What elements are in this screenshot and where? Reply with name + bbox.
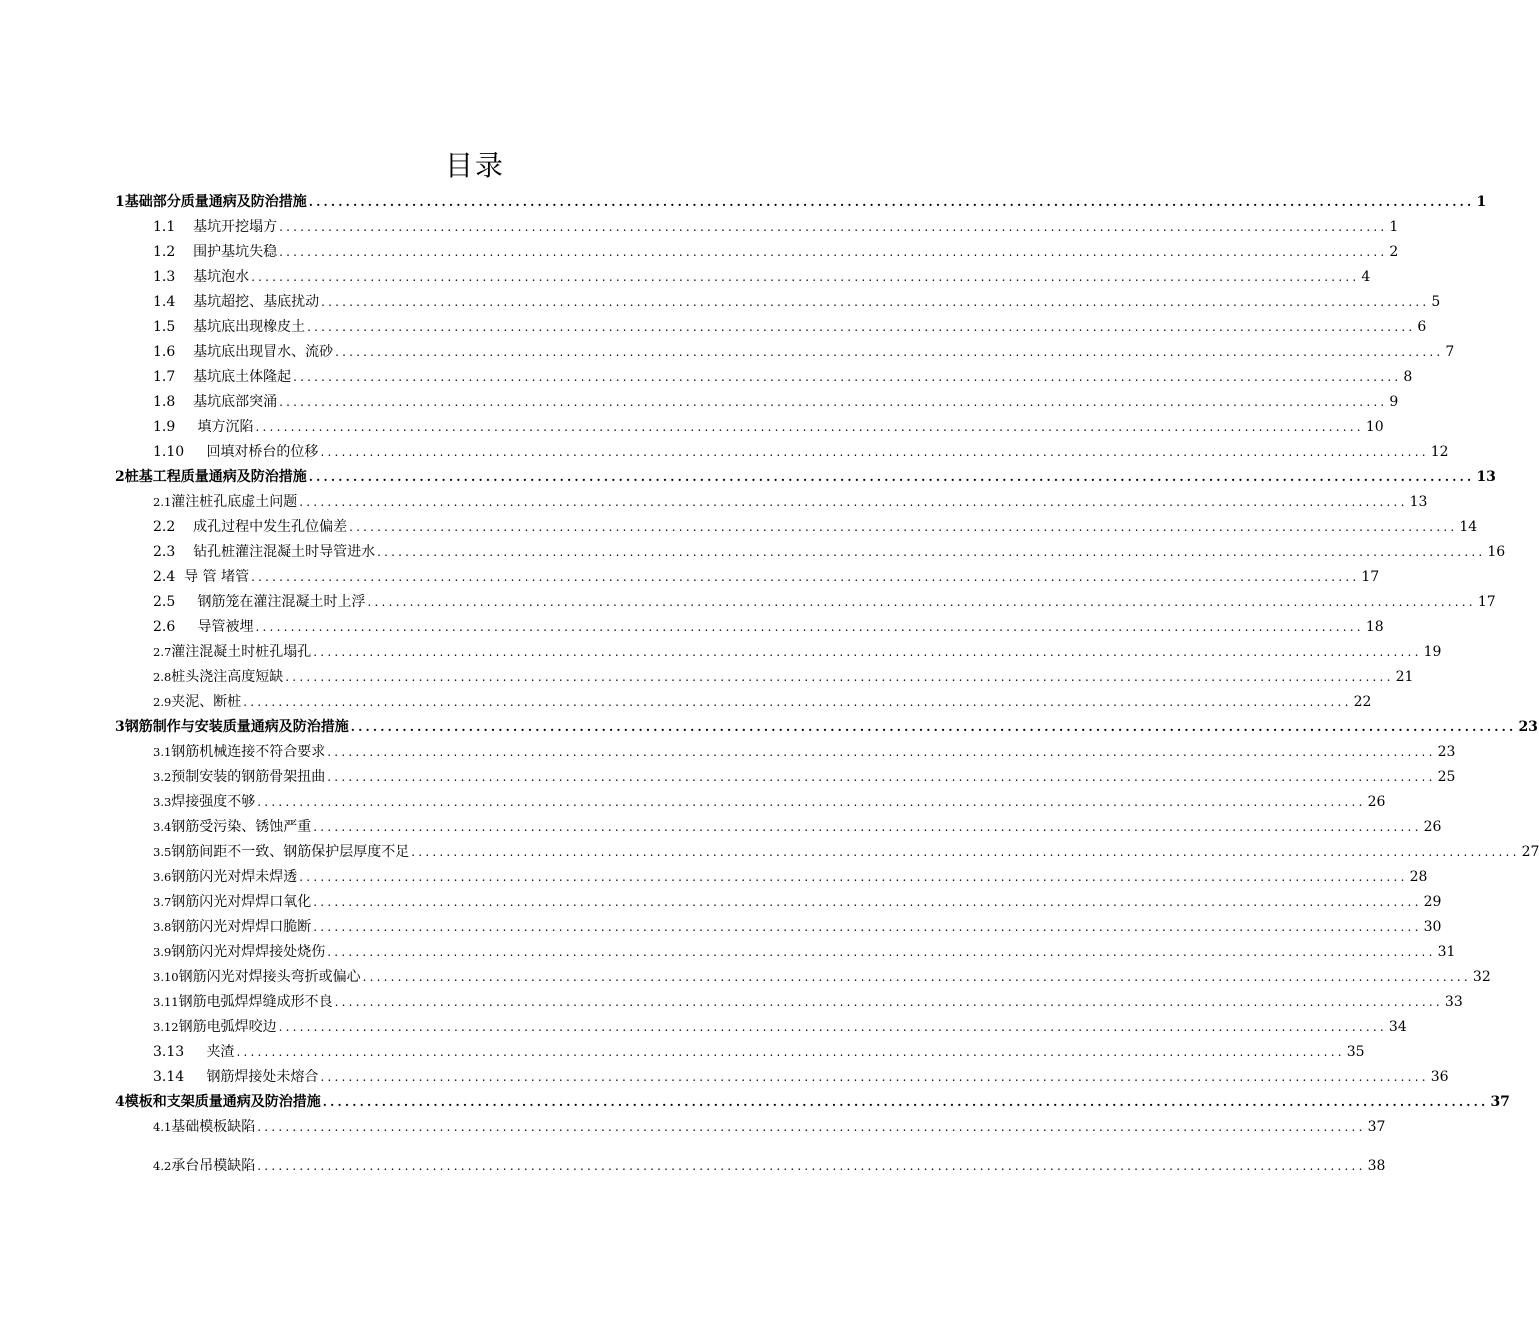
toc-entry-number: 2.4: [153, 569, 176, 585]
toc-entry-number: 3.5: [153, 845, 172, 859]
toc-entry-text: 灌注桩孔底虚土问题: [171, 494, 298, 510]
toc-entry[interactable]: [153, 667, 1414, 687]
toc-entry-text: 钢筋机械连接不符合要求: [171, 744, 326, 760]
toc-leader-dots: ..............................................................................................................................................................: [279, 395, 1388, 409]
toc-entry-number: 3.4: [153, 820, 172, 834]
toc-leader-dots: ..............................................................................................................................................................: [299, 495, 1408, 509]
toc-entry-text: 基坑超挖、基底扰动: [193, 294, 320, 310]
toc-entry-page: 7: [1445, 344, 1455, 360]
toc-leader-dots: ..............................................................................................................................................................: [307, 320, 1416, 334]
toc-entry[interactable]: [153, 392, 1399, 412]
toc-entry[interactable]: [153, 1042, 1365, 1062]
toc-entry-number: 2.3: [153, 544, 176, 560]
toc-leader-dots: ..............................................................................................................................................................: [257, 795, 1366, 809]
toc-entry-text: 灌注混凝土时桩孔塌孔: [171, 644, 312, 660]
toc-entry-page: 13: [1476, 469, 1496, 485]
toc-entry-text: 成孔过程中发生孔位偏差: [193, 519, 348, 535]
toc-entry[interactable]: [153, 617, 1384, 637]
toc-entry-number: 4.2: [153, 1159, 172, 1173]
toc-entry-number: 2.5: [153, 594, 176, 610]
toc-entry[interactable]: [153, 1017, 1407, 1037]
toc-entry-page: 25: [1437, 769, 1456, 785]
toc-entry-number: 1: [115, 194, 125, 210]
toc-entry-text: 基坑底土体隆起: [193, 369, 292, 385]
toc-entry[interactable]: [153, 767, 1456, 787]
toc-entry[interactable]: [153, 367, 1413, 387]
toc-entry[interactable]: [153, 317, 1427, 337]
toc-entry-page: 17: [1361, 569, 1380, 585]
toc-leader-dots: ..............................................................................................................................................................: [327, 770, 1436, 784]
toc-entry-text: 钢筋闪光对焊焊口氧化: [171, 894, 312, 910]
toc-entry-text: 模板和支架质量通病及防治措施: [124, 1094, 321, 1110]
toc-leader-dots: ..............................................................................................................................................................: [313, 820, 1422, 834]
toc-leader-dots: ..............................................................................................................................................................: [243, 695, 1352, 709]
toc-leader-dots: ..............................................................................................................................................................: [335, 345, 1444, 359]
toc-entry-page: 14: [1459, 519, 1478, 535]
toc-entry-number: 4.1: [153, 1120, 172, 1134]
toc-entry-gap: [175, 542, 193, 562]
toc-leader-dots: ..............................................................................................................................................................: [320, 445, 1429, 459]
toc-entry[interactable]: [153, 1067, 1449, 1087]
toc-entry-number: 3.11: [153, 995, 179, 1009]
toc-entry-text: 钢筋闪光对焊未焊透: [171, 869, 298, 885]
toc-entry-gap: [175, 217, 193, 237]
toc-leader-dots: ..............................................................................................................................................................: [313, 920, 1422, 934]
toc-leader-dots: ..............................................................................................................................................................: [362, 970, 1471, 984]
toc-entry-page: 9: [1389, 394, 1399, 410]
toc-entry[interactable]: [153, 892, 1442, 912]
toc-entry[interactable]: [153, 492, 1428, 512]
toc-entry-page: 34: [1388, 1019, 1407, 1035]
toc-entry-number: 1.9: [153, 419, 176, 435]
toc-entry-text: 基础模板缺陷: [171, 1119, 256, 1135]
toc-entry-page: 23: [1437, 744, 1456, 760]
toc-leader-dots: ..............................................................................................................................................................: [411, 845, 1520, 859]
toc-leader-dots: ..............................................................................................................................................................: [279, 245, 1388, 259]
toc-entry[interactable]: [153, 567, 1380, 587]
toc-entry-page: 30: [1423, 919, 1442, 935]
toc-entry-number: 2.1: [153, 495, 172, 509]
toc-entry[interactable]: [153, 592, 1496, 612]
toc-entry-gap: [175, 242, 193, 262]
toc-entry-number: 1.6: [153, 344, 176, 360]
toc-entry-page: 23: [1518, 719, 1538, 735]
toc-entry[interactable]: [153, 817, 1442, 837]
toc-entry-text: 填方沉陷: [197, 419, 254, 435]
toc-leader-dots: ..............................................................................................................................................................: [327, 945, 1436, 959]
toc-entry[interactable]: [153, 217, 1399, 237]
toc-leader-dots: ..............................................................................................................................................................: [334, 995, 1443, 1009]
toc-entry-number: 3.13: [153, 1044, 185, 1060]
toc-entry[interactable]: [153, 942, 1456, 962]
toc-entry[interactable]: [153, 792, 1386, 812]
toc-entry-text: 钢筋闪光对焊焊口脆断: [171, 919, 312, 935]
toc-leader-dots: ..............................................................................................................................................................: [251, 570, 1360, 584]
toc-entry-page: 12: [1430, 444, 1449, 460]
toc-entry[interactable]: [153, 867, 1428, 887]
toc-entry-gap: [175, 592, 197, 612]
toc-entry-number: 3.6: [153, 870, 172, 884]
toc-entry[interactable]: [153, 417, 1384, 437]
toc-entry-text: 钢筋电弧焊咬边: [178, 1019, 277, 1035]
toc-entry-page: 2: [1389, 244, 1399, 260]
toc-entry[interactable]: [153, 1156, 1386, 1176]
toc-entry-number: 2.9: [153, 695, 172, 709]
toc-leader-dots: ..............................................................................................................................................................: [313, 895, 1422, 909]
toc-entry-page: 36: [1430, 1069, 1449, 1085]
toc-leader-dots: ..............................................................................................................................................................: [257, 1120, 1366, 1134]
toc-entry-text: 钢筋闪光对焊接头弯折或偏心: [178, 969, 361, 985]
toc-entry[interactable]: [115, 1092, 1510, 1112]
toc-entry-gap: [184, 442, 206, 462]
toc-leader-dots: ..............................................................................................................................................................: [255, 620, 1364, 634]
toc-entry[interactable]: [153, 1117, 1386, 1137]
toc-entry[interactable]: [153, 917, 1442, 937]
toc-entry-number: 4: [115, 1094, 125, 1110]
toc-entry[interactable]: [115, 717, 1538, 737]
toc-entry-number: 3.7: [153, 895, 172, 909]
toc-entry-text: 钻孔桩灌注混凝土时导管进水: [193, 544, 376, 560]
toc-leader-dots: ..............................................................................................................................................................: [299, 870, 1408, 884]
toc-entry[interactable]: [153, 967, 1491, 987]
toc-entry-page: 37: [1490, 1094, 1510, 1110]
toc-entry-page: 28: [1409, 869, 1428, 885]
toc-entry-page: 27: [1521, 844, 1539, 860]
toc-entry[interactable]: [153, 442, 1449, 462]
toc-leader-dots: ..............................................................................................................................................................: [255, 420, 1364, 434]
toc-entry-text: 夹泥、断桩: [171, 694, 242, 710]
toc-leader-dots: ..............................................................................................................................................................: [367, 595, 1476, 609]
toc-leader-dots: ..............................................................................................................................................................: [278, 1020, 1387, 1034]
toc-entry-page: 37: [1367, 1119, 1386, 1135]
toc-entry-number: 1.5: [153, 319, 176, 335]
toc-leader-dots: ..............................................................................................................................................................: [279, 220, 1388, 234]
toc-entry-text: 围护基坑失稳: [193, 244, 278, 260]
toc-entry-text: 基础部分质量通病及防治措施: [124, 194, 307, 210]
toc-leader-dots: ..............................................................................................................................................................: [285, 670, 1394, 684]
toc-leader-dots: ..............................................................................................................................................................: [321, 295, 1430, 309]
toc-entry-number: 3.12: [153, 1020, 179, 1034]
toc-leader-dots: ..............................................................................................................................................................: [350, 720, 1517, 734]
toc-entry-number: 1.1: [153, 219, 176, 235]
toc-entry-number: 2.2: [153, 519, 176, 535]
toc-entry[interactable]: [153, 242, 1399, 262]
toc-entry-page: 18: [1365, 619, 1384, 635]
toc-entry-gap: [175, 392, 193, 412]
toc-entry-page: 21: [1395, 669, 1414, 685]
toc-entry-page: 35: [1346, 1044, 1365, 1060]
toc-entry-number: 1.3: [153, 269, 176, 285]
toc-entry-gap: [175, 292, 193, 312]
toc-entry-page: 26: [1423, 819, 1442, 835]
toc-leader-dots: ..............................................................................................................................................................: [308, 470, 1475, 484]
toc-entry-text: 钢筋电弧焊焊缝成形不良: [178, 994, 333, 1010]
toc-entry-number: 1.2: [153, 244, 176, 260]
toc-entry-number: 2.7: [153, 645, 172, 659]
toc-entry-text: 基坑开挖塌方: [193, 219, 278, 235]
toc-entry[interactable]: [153, 992, 1463, 1012]
toc-entry-gap: [175, 617, 197, 637]
toc-entry-gap: [175, 367, 193, 387]
toc-entry-text: 回填对桥台的位移: [206, 444, 319, 460]
toc-entry-gap: [175, 267, 193, 287]
toc-entry-text: 夹渣: [206, 1044, 235, 1060]
toc-entry-page: 6: [1417, 319, 1427, 335]
toc-entry[interactable]: [115, 467, 1496, 487]
toc-entry-gap: [175, 417, 197, 437]
toc-entry-number: 2.8: [153, 670, 172, 684]
toc-leader-dots: ..............................................................................................................................................................: [320, 1070, 1429, 1084]
toc-entry-text: 焊接强度不够: [171, 794, 256, 810]
toc-entry-page: 16: [1487, 544, 1506, 560]
toc-entry-text: 基坑底出现橡皮土: [193, 319, 306, 335]
toc-entry[interactable]: [153, 292, 1441, 312]
toc-entry-text: 导管被埋: [197, 619, 254, 635]
toc-entry-text: 承台吊模缺陷: [171, 1158, 256, 1174]
toc-entry-text: 桩基工程质量通病及防治措施: [124, 469, 307, 485]
toc-entry-number: 3.2: [153, 770, 172, 784]
toc-entry-page: 1: [1476, 194, 1487, 210]
toc-entry-text: 基坑泡水: [193, 269, 250, 285]
toc-entry[interactable]: [153, 267, 1371, 287]
toc-leader-dots: ..............................................................................................................................................................: [251, 270, 1360, 284]
toc-entry-page: 31: [1437, 944, 1456, 960]
toc-entry-number: 2: [115, 469, 125, 485]
toc-entry-text: 导 管 堵管: [184, 569, 250, 585]
toc-entry[interactable]: [153, 642, 1442, 662]
toc-entry-number: 1.7: [153, 369, 176, 385]
toc-entry-page: 32: [1472, 969, 1491, 985]
toc-leader-dots: ..............................................................................................................................................................: [377, 545, 1486, 559]
toc-entry-page: 22: [1353, 694, 1372, 710]
toc-entry-page: 1: [1389, 219, 1399, 235]
toc-entry-number: 3.3: [153, 795, 172, 809]
toc-entry[interactable]: [153, 542, 1506, 562]
toc-leader-dots: ..............................................................................................................................................................: [327, 745, 1436, 759]
toc-entry-number: 1.4: [153, 294, 176, 310]
toc-entry-number: 3.10: [153, 970, 179, 984]
toc-entry-gap: [175, 342, 193, 362]
toc-leader-dots: ..............................................................................................................................................................: [322, 1095, 1489, 1109]
toc-entry-text: 钢筋间距不一致、钢筋保护层厚度不足: [171, 844, 410, 860]
toc-entry-text: 桩头浇注高度短缺: [171, 669, 284, 685]
toc-entry[interactable]: [153, 742, 1456, 762]
toc-entry-gap: [175, 317, 193, 337]
toc-entry-page: 38: [1367, 1158, 1386, 1174]
toc-entry-text: 基坑底部突涌: [193, 394, 278, 410]
toc-leader-dots: ..............................................................................................................................................................: [257, 1159, 1366, 1173]
toc-leader-dots: ..............................................................................................................................................................: [236, 1045, 1345, 1059]
toc-entry-text: 钢筋笼在灌注混凝土时上浮: [197, 594, 366, 610]
toc-entry-number: 2.6: [153, 619, 176, 635]
toc-entry-page: 5: [1431, 294, 1441, 310]
toc-entry-gap: [184, 1042, 206, 1062]
toc-entry-gap: [175, 567, 184, 587]
toc-entry-page: 17: [1477, 594, 1496, 610]
toc-entry-text: 预制安装的钢筋骨架扭曲: [171, 769, 326, 785]
toc-entry-page: 4: [1361, 269, 1371, 285]
toc-entry-page: 8: [1403, 369, 1413, 385]
toc-entry[interactable]: [115, 192, 1487, 212]
toc-entry-page: 10: [1365, 419, 1384, 435]
toc-entry-page: 29: [1423, 894, 1442, 910]
toc-entry-number: 3: [115, 719, 125, 735]
toc-entry[interactable]: [153, 517, 1478, 537]
toc-leader-dots: ..............................................................................................................................................................: [349, 520, 1458, 534]
toc-entry-text: 钢筋制作与安装质量通病及防治措施: [124, 719, 349, 735]
toc-title: 目录: [444, 149, 505, 182]
toc-entry-text: 钢筋闪光对焊焊接处烧伤: [171, 944, 326, 960]
toc-entry-number: 3.1: [153, 745, 172, 759]
toc-entry-number: 3.9: [153, 945, 172, 959]
toc-entry-page: 26: [1367, 794, 1386, 810]
toc-entry-text: 钢筋焊接处未熔合: [206, 1069, 319, 1085]
toc-entry-number: 3.8: [153, 920, 172, 934]
toc-leader-dots: ..............................................................................................................................................................: [308, 195, 1475, 209]
toc-leader-dots: ..............................................................................................................................................................: [313, 645, 1422, 659]
toc-entry-page: 13: [1409, 494, 1428, 510]
toc-entry-page: 19: [1423, 644, 1442, 660]
toc-entry[interactable]: [153, 842, 1539, 862]
toc-entry-page: 33: [1444, 994, 1463, 1010]
toc-entry-gap: [175, 517, 193, 537]
toc-entry[interactable]: [153, 692, 1372, 712]
toc-entry-number: 3.14: [153, 1069, 185, 1085]
toc-entry-number: 1.8: [153, 394, 176, 410]
toc-entry-text: 钢筋受污染、锈蚀严重: [171, 819, 312, 835]
toc-leader-dots: ..............................................................................................................................................................: [293, 370, 1402, 384]
toc-entry-number: 1.10: [153, 444, 185, 460]
toc-entry[interactable]: [153, 342, 1455, 362]
toc-entry-text: 基坑底出现冒水、流砂: [193, 344, 334, 360]
toc-entry-gap: [184, 1067, 206, 1087]
